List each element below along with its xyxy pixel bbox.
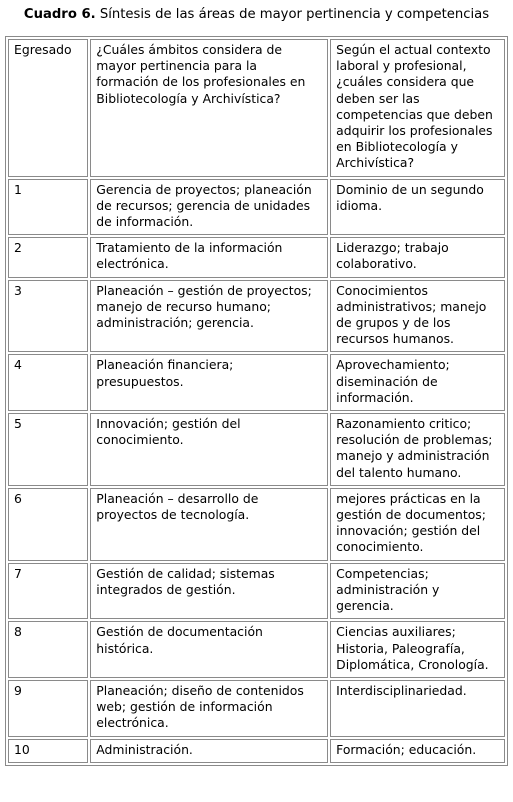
competencies-cell: Razonamiento critico; resolución de problemas; manejo y administración del talento humano.	[330, 413, 505, 486]
areas-cell: Planeación; diseño de contenidos web; gestión de información electrónica.	[90, 680, 328, 737]
graduate-cell: 7	[8, 563, 88, 620]
synthesis-table	[5, 36, 508, 766]
competencies-cell: Dominio de un segundo idioma.	[330, 179, 505, 236]
table-row	[8, 739, 505, 763]
areas-cell: Innovación; gestión del conocimiento.	[90, 413, 328, 486]
graduate-cell: 10	[8, 739, 88, 763]
table-row	[8, 488, 505, 561]
competencies-cell: Ciencias auxiliares; Historia, Paleografía, Diplomática, Cronología.	[330, 621, 505, 678]
header-competencies-question: Según el actual contexto laboral y profesional, ¿cuáles considera que deben ser las competencias que deben adquirir los profesionales en Bibliotecología y Archivística?	[330, 39, 505, 177]
table-row	[8, 563, 505, 620]
areas-cell: Planeación – gestión de proyectos; manejo de recurso humano; administración; gerencia.	[90, 280, 328, 353]
graduate-cell: 1	[8, 179, 88, 236]
caption-label: Cuadro 6.	[23, 7, 96, 22]
competencies-cell: Interdisciplinariedad.	[330, 680, 505, 737]
competencies-cell: Aprovechamiento; diseminación de información.	[330, 354, 505, 411]
competencies-cell: Conocimientos administrativos; manejo de grupos y de los recursos humanos.	[330, 280, 505, 353]
table-row	[8, 680, 505, 737]
competencies-cell: mejores prácticas en la gestión de documentos; innovación; gestión del conocimiento.	[330, 488, 505, 561]
table-row	[8, 354, 505, 411]
header-graduate: Egresado	[8, 39, 88, 177]
graduate-cell: 8	[8, 621, 88, 678]
table-row	[8, 621, 505, 678]
graduate-cell: 9	[8, 680, 88, 737]
areas-cell: Tratamiento de la información electrónica.	[90, 237, 328, 277]
areas-cell: Administración.	[90, 739, 328, 763]
graduate-cell: 2	[8, 237, 88, 277]
graduate-cell: 3	[8, 280, 88, 353]
table-row	[8, 179, 505, 236]
areas-cell: Gestión de documentación histórica.	[90, 621, 328, 678]
header-areas-question: ¿Cuáles ámbitos considera de mayor pertinencia para la formación de los profesionales en Bibliotecología y Archivística?	[90, 39, 328, 177]
graduate-cell: 6	[8, 488, 88, 561]
areas-cell: Gestión de calidad; sistemas integrados de gestión.	[90, 563, 328, 620]
graduate-cell: 5	[8, 413, 88, 486]
competencies-cell: Formación; educación.	[330, 739, 505, 763]
areas-cell: Gerencia de proyectos; planeación de recursos; gerencia de unidades de información.	[90, 179, 328, 236]
competencies-cell: Liderazgo; trabajo colaborativo.	[330, 237, 505, 277]
areas-cell: Planeación – desarrollo de proyectos de tecnología.	[90, 488, 328, 561]
table-row	[8, 237, 505, 277]
table-caption	[3, 6, 510, 24]
graduate-cell: 4	[8, 354, 88, 411]
caption-text: Síntesis de las áreas de mayor pertinencia y competencias	[95, 7, 490, 22]
table-row	[8, 280, 505, 353]
table-header-row	[8, 39, 505, 177]
areas-cell: Planeación financiera; presupuestos.	[90, 354, 328, 411]
competencies-cell: Competencias; administración y gerencia.	[330, 563, 505, 620]
table-row	[8, 413, 505, 486]
